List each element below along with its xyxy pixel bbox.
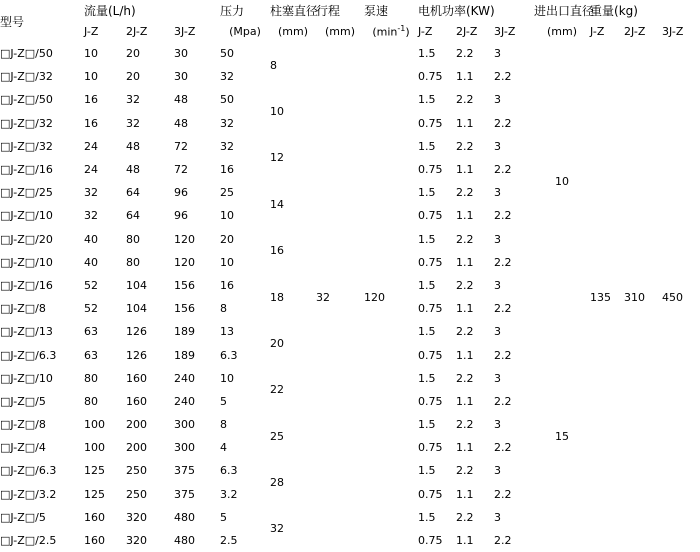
cell-motor-jz: 0.75	[418, 394, 443, 408]
cell-pressure: 32	[220, 70, 234, 84]
cell-flow-jz: 10	[84, 70, 98, 84]
cell-flow-jz: 16	[84, 93, 98, 107]
cell-flow-2jz: 80	[126, 255, 140, 269]
cell-stroke: 32	[316, 290, 330, 304]
cell-model: □J-Z□/8	[0, 302, 46, 316]
header-pressure-unit: (Mpa)	[229, 24, 261, 38]
cell-plunger-diameter: 10	[270, 105, 284, 119]
cell-motor-jz: 0.75	[418, 163, 443, 177]
cell-model: □J-Z□/13	[0, 325, 53, 339]
cell-plunger-diameter: 12	[270, 151, 284, 165]
header-flow-2jz: 2J-Z	[126, 24, 148, 38]
cell-motor-jz: 1.5	[418, 510, 436, 524]
header-inlet-outlet-unit: (mm)	[547, 24, 578, 38]
cell-motor-3jz: 2.2	[494, 487, 512, 501]
cell-motor-2jz: 1.1	[456, 70, 474, 84]
cell-motor-3jz: 2.2	[494, 209, 512, 223]
cell-motor-3jz: 3	[494, 278, 501, 292]
cell-flow-jz: 80	[84, 371, 98, 385]
cell-model: □J-Z□/50	[0, 93, 53, 107]
cell-motor-jz: 0.75	[418, 209, 443, 223]
cell-motor-2jz: 1.1	[456, 163, 474, 177]
cell-motor-jz: 0.75	[418, 70, 443, 84]
cell-flow-jz: 16	[84, 116, 98, 130]
cell-flow-3jz: 120	[174, 232, 195, 246]
cell-flow-2jz: 32	[126, 116, 140, 130]
cell-motor-2jz: 1.1	[456, 348, 474, 362]
cell-flow-2jz: 32	[126, 93, 140, 107]
cell-motor-3jz: 2.2	[494, 70, 512, 84]
cell-plunger-diameter: 14	[270, 197, 284, 211]
cell-motor-3jz: 2.2	[494, 302, 512, 316]
cell-motor-2jz: 2.2	[456, 510, 474, 524]
cell-model: □J-Z□/5	[0, 394, 46, 408]
header-model: 型号	[0, 14, 25, 29]
header-motor-3jz: 3J-Z	[494, 24, 516, 38]
cell-flow-jz: 63	[84, 348, 98, 362]
cell-pressure: 3.2	[220, 487, 238, 501]
cell-motor-3jz: 2.2	[494, 116, 512, 130]
pump-speed-exponent: -1	[397, 23, 406, 33]
cell-flow-2jz: 64	[126, 209, 140, 223]
cell-flow-jz: 32	[84, 186, 98, 200]
cell-motor-jz: 0.75	[418, 116, 443, 130]
cell-pressure: 6.3	[220, 348, 238, 362]
table-body	[0, 42, 700, 552]
cell-flow-3jz: 156	[174, 302, 195, 316]
table-row	[0, 42, 700, 65]
cell-flow-jz: 125	[84, 464, 105, 478]
cell-flow-2jz: 250	[126, 464, 147, 478]
cell-model: □J-Z□/3.2	[0, 487, 57, 501]
header-motor-power: 电机功率(KW)	[418, 3, 495, 18]
header-plunger-unit: (mm)	[277, 24, 308, 38]
cell-flow-jz: 160	[84, 534, 105, 548]
cell-flow-2jz: 320	[126, 534, 147, 548]
header-flow-jz: J-Z	[84, 24, 99, 38]
cell-flow-jz: 10	[84, 47, 98, 61]
cell-model: □J-Z□/32	[0, 116, 53, 130]
cell-model: □J-Z□/50	[0, 47, 53, 61]
cell-pressure: 6.3	[220, 464, 238, 478]
cell-flow-3jz: 240	[174, 371, 195, 385]
cell-motor-2jz: 1.1	[456, 394, 474, 408]
cell-motor-3jz: 2.2	[494, 348, 512, 362]
cell-plunger-diameter: 8	[270, 58, 277, 72]
cell-flow-2jz: 200	[126, 441, 147, 455]
cell-plunger-diameter: 25	[270, 429, 284, 443]
cell-motor-3jz: 2.2	[494, 534, 512, 548]
cell-pressure: 13	[220, 325, 234, 339]
cell-flow-2jz: 250	[126, 487, 147, 501]
cell-motor-3jz: 3	[494, 186, 501, 200]
cell-flow-jz: 160	[84, 510, 105, 524]
cell-plunger-diameter: 22	[270, 383, 284, 397]
cell-motor-2jz: 1.1	[456, 255, 474, 269]
cell-motor-jz: 0.75	[418, 441, 443, 455]
cell-motor-2jz: 2.2	[456, 371, 474, 385]
cell-motor-2jz: 2.2	[456, 418, 474, 432]
header-weight-3jz: 3J-Z	[662, 24, 684, 38]
cell-flow-2jz: 160	[126, 371, 147, 385]
cell-motor-2jz: 1.1	[456, 534, 474, 548]
cell-model: □J-Z□/16	[0, 163, 53, 177]
cell-motor-jz: 1.5	[418, 139, 436, 153]
cell-weight-2jz: 310	[624, 290, 646, 304]
cell-plunger-diameter: 28	[270, 476, 284, 490]
header-motor-2jz: 2J-Z	[456, 24, 478, 38]
table-header	[0, 0, 700, 42]
cell-motor-3jz: 3	[494, 418, 501, 432]
header-motor-jz: J-Z	[418, 24, 433, 38]
cell-motor-jz: 1.5	[418, 186, 436, 200]
cell-motor-2jz: 1.1	[456, 441, 474, 455]
cell-flow-jz: 32	[84, 209, 98, 223]
cell-flow-3jz: 480	[174, 510, 195, 524]
cell-pressure: 8	[220, 418, 227, 432]
cell-motor-2jz: 2.2	[456, 232, 474, 246]
cell-model: □J-Z□/20	[0, 232, 53, 246]
cell-pressure: 25	[220, 186, 234, 200]
cell-flow-3jz: 189	[174, 348, 195, 362]
cell-model: □J-Z□/10	[0, 255, 53, 269]
cell-model: □J-Z□/32	[0, 139, 53, 153]
cell-flow-3jz: 30	[174, 47, 188, 61]
cell-flow-2jz: 48	[126, 163, 140, 177]
cell-motor-3jz: 3	[494, 325, 501, 339]
pump-speed-unit-close: )	[405, 25, 410, 39]
cell-flow-2jz: 160	[126, 394, 147, 408]
cell-flow-3jz: 96	[174, 209, 188, 223]
cell-flow-3jz: 156	[174, 278, 195, 292]
cell-motor-jz: 1.5	[418, 232, 436, 246]
cell-flow-jz: 52	[84, 302, 98, 316]
cell-flow-jz: 63	[84, 325, 98, 339]
cell-flow-2jz: 104	[126, 278, 147, 292]
header-group-row	[0, 0, 700, 20]
cell-flow-3jz: 96	[174, 186, 188, 200]
cell-flow-3jz: 300	[174, 418, 195, 432]
cell-flow-3jz: 189	[174, 325, 195, 339]
cell-pressure: 4	[220, 441, 227, 455]
cell-plunger-diameter: 20	[270, 336, 284, 350]
cell-flow-jz: 80	[84, 394, 98, 408]
header-pump-speed-unit	[364, 20, 418, 42]
cell-motor-jz: 0.75	[418, 302, 443, 316]
cell-flow-3jz: 72	[174, 139, 188, 153]
cell-pressure: 10	[220, 209, 234, 223]
cell-pressure: 10	[220, 255, 234, 269]
cell-flow-3jz: 120	[174, 255, 195, 269]
cell-flow-jz: 100	[84, 418, 105, 432]
header-pump-speed: 泵速	[364, 3, 389, 18]
cell-flow-2jz: 320	[126, 510, 147, 524]
header-weight-jz: J-Z	[590, 24, 605, 38]
cell-flow-jz: 40	[84, 255, 98, 269]
cell-motor-2jz: 1.1	[456, 116, 474, 130]
cell-plunger-diameter: 32	[270, 522, 284, 536]
cell-motor-jz: 1.5	[418, 47, 436, 61]
cell-pressure: 32	[220, 139, 234, 153]
cell-flow-jz: 100	[84, 441, 105, 455]
cell-flow-3jz: 375	[174, 487, 195, 501]
cell-weight-jz: 135	[590, 290, 612, 304]
cell-motor-3jz: 3	[494, 232, 501, 246]
cell-motor-3jz: 2.2	[494, 441, 512, 455]
cell-model: □J-Z□/6.3	[0, 464, 57, 478]
cell-inlet-outlet-bottom: 15	[555, 429, 570, 443]
cell-flow-3jz: 48	[174, 116, 188, 130]
cell-pressure: 16	[220, 163, 234, 177]
cell-flow-3jz: 72	[174, 163, 188, 177]
cell-motor-2jz: 2.2	[456, 186, 474, 200]
cell-flow-3jz: 30	[174, 70, 188, 84]
cell-flow-2jz: 20	[126, 70, 140, 84]
cell-model: □J-Z□/2.5	[0, 534, 57, 548]
cell-motor-2jz: 2.2	[456, 464, 474, 478]
header-weight: 重量(kg)	[590, 3, 638, 18]
cell-weight-3jz: 450	[662, 290, 684, 304]
cell-flow-3jz: 375	[174, 464, 195, 478]
cell-model: □J-Z□/6.3	[0, 348, 57, 362]
cell-model: □J-Z□/5	[0, 510, 46, 524]
cell-motor-jz: 1.5	[418, 325, 436, 339]
cell-model: □J-Z□/10	[0, 371, 53, 385]
cell-model: □J-Z□/32	[0, 70, 53, 84]
cell-motor-2jz: 2.2	[456, 93, 474, 107]
cell-flow-3jz: 240	[174, 394, 195, 408]
cell-motor-2jz: 2.2	[456, 139, 474, 153]
cell-pressure: 8	[220, 302, 227, 316]
cell-plunger-diameter: 16	[270, 244, 284, 258]
cell-model: □J-Z□/8	[0, 418, 46, 432]
cell-flow-2jz: 64	[126, 186, 140, 200]
cell-motor-2jz: 1.1	[456, 209, 474, 223]
cell-motor-jz: 1.5	[418, 418, 436, 432]
cell-motor-3jz: 3	[494, 139, 501, 153]
cell-motor-2jz: 1.1	[456, 487, 474, 501]
header-weight-2jz: 2J-Z	[624, 24, 646, 38]
cell-flow-3jz: 480	[174, 534, 195, 548]
cell-pressure: 5	[220, 510, 227, 524]
cell-motor-3jz: 2.2	[494, 163, 512, 177]
cell-pressure: 50	[220, 93, 234, 107]
cell-pressure: 5	[220, 394, 227, 408]
header-flow-3jz: 3J-Z	[174, 24, 196, 38]
cell-flow-2jz: 104	[126, 302, 147, 316]
cell-motor-3jz: 3	[494, 47, 501, 61]
cell-pressure: 32	[220, 116, 234, 130]
cell-motor-2jz: 2.2	[456, 278, 474, 292]
cell-pressure: 50	[220, 47, 234, 61]
cell-motor-jz: 1.5	[418, 278, 436, 292]
cell-motor-jz: 1.5	[418, 93, 436, 107]
cell-motor-3jz: 3	[494, 510, 501, 524]
cell-model: □J-Z□/16	[0, 278, 53, 292]
cell-inlet-outlet-top: 10	[555, 174, 570, 188]
cell-flow-jz: 40	[84, 232, 98, 246]
cell-flow-2jz: 126	[126, 325, 147, 339]
cell-motor-jz: 0.75	[418, 348, 443, 362]
cell-motor-3jz: 3	[494, 93, 501, 107]
cell-flow-jz: 52	[84, 278, 98, 292]
cell-motor-jz: 1.5	[418, 371, 436, 385]
header-sub-row	[0, 20, 700, 42]
cell-motor-jz: 1.5	[418, 464, 436, 478]
pump-speed-unit-text: (min	[372, 25, 398, 39]
cell-flow-3jz: 300	[174, 441, 195, 455]
cell-flow-2jz: 48	[126, 139, 140, 153]
cell-motor-3jz: 3	[494, 371, 501, 385]
cell-flow-jz: 24	[84, 139, 98, 153]
cell-pressure: 20	[220, 232, 234, 246]
cell-pressure: 16	[220, 278, 234, 292]
header-pressure: 压力	[220, 3, 245, 18]
cell-plunger-diameter: 18	[270, 290, 284, 304]
cell-motor-2jz: 2.2	[456, 325, 474, 339]
cell-motor-3jz: 3	[494, 464, 501, 478]
cell-model: □J-Z□/25	[0, 186, 53, 200]
cell-model: □J-Z□/10	[0, 209, 53, 223]
cell-flow-3jz: 48	[174, 93, 188, 107]
cell-motor-jz: 0.75	[418, 487, 443, 501]
cell-flow-jz: 125	[84, 487, 105, 501]
header-stroke-unit: (mm)	[324, 24, 355, 38]
header-stroke: 行程	[316, 3, 341, 18]
cell-motor-2jz: 1.1	[456, 302, 474, 316]
header-inlet-outlet-diameter: 进出口直径	[534, 3, 595, 18]
cell-motor-3jz: 2.2	[494, 394, 512, 408]
cell-flow-jz: 24	[84, 163, 98, 177]
header-flow: 流量(L/h)	[84, 3, 136, 18]
cell-motor-2jz: 2.2	[456, 47, 474, 61]
cell-flow-2jz: 126	[126, 348, 147, 362]
cell-pressure: 10	[220, 371, 234, 385]
cell-pump-speed: 120	[364, 290, 385, 304]
cell-motor-jz: 0.75	[418, 255, 443, 269]
cell-motor-3jz: 2.2	[494, 255, 512, 269]
cell-flow-2jz: 200	[126, 418, 147, 432]
cell-motor-jz: 0.75	[418, 534, 443, 548]
cell-flow-2jz: 20	[126, 47, 140, 61]
cell-flow-2jz: 80	[126, 232, 140, 246]
cell-model: □J-Z□/4	[0, 441, 46, 455]
cell-pressure: 2.5	[220, 534, 238, 548]
header-plunger-diameter: 柱塞直径	[270, 3, 319, 18]
